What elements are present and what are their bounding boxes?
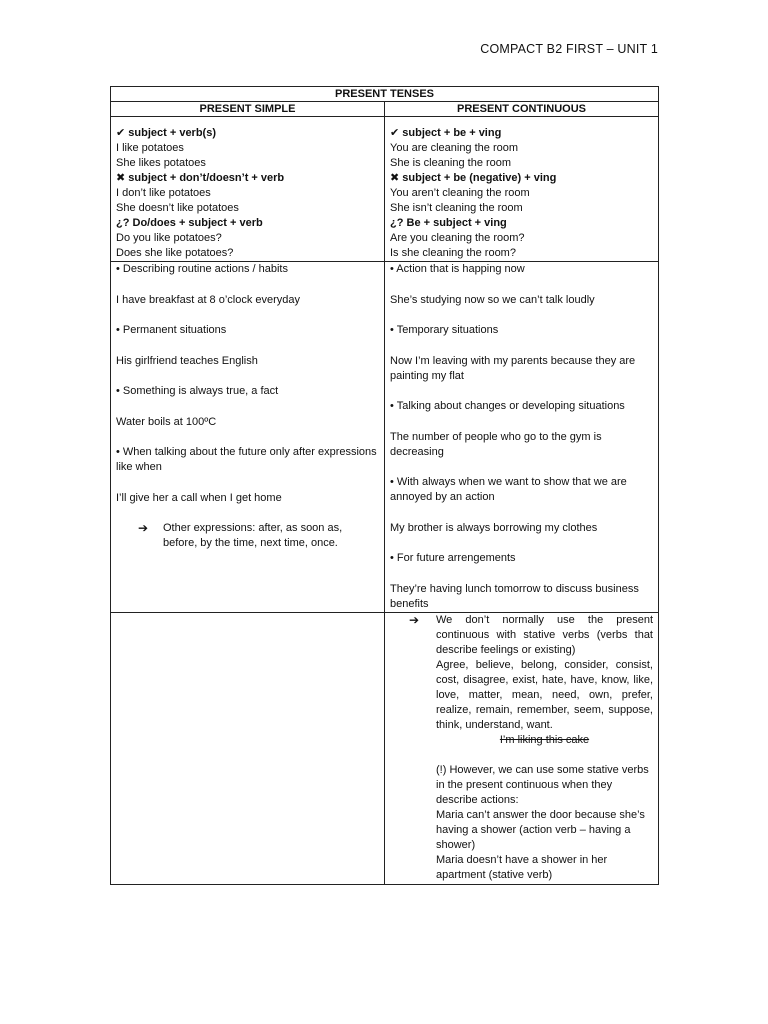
simple-affirmative-rule: ✔ subject + verb(s): [116, 127, 216, 139]
continuous-example: You aren’t cleaning the room: [390, 187, 530, 199]
simple-use-example: Water boils at 100ºC: [116, 416, 217, 428]
stative-however: (!) However, we can use some stative verbs in the present continuous when they describe actions:: [436, 764, 649, 806]
simple-example: She likes potatoes: [116, 157, 206, 169]
table-title: PRESENT TENSES: [111, 87, 659, 102]
stative-wrong-example: I’m liking this cake: [499, 734, 590, 746]
stative-note-text: We don’t normally use the present continuous with stative verbs (verbs that describe feelings or existing): [436, 614, 653, 656]
continuous-use-bullet: • Temporary situations: [390, 324, 499, 336]
arrow-icon: ➔: [138, 521, 149, 535]
continuous-example: You are cleaning the room: [390, 142, 519, 154]
uses-row: [111, 262, 659, 613]
continuous-example: Is she cleaning the room?: [390, 247, 516, 259]
stative-cell: [385, 613, 659, 885]
simple-use-example: I’ll give her a call when I get home: [116, 492, 282, 504]
continuous-use-bullet: • Action that is happing now: [390, 263, 525, 275]
simple-uses-cell: [111, 262, 385, 613]
continuous-use-example: Now I’m leaving with my parents because they are painting my flat: [390, 355, 636, 382]
stative-row: [111, 613, 659, 885]
arrow-icon: ➔: [409, 613, 420, 627]
simple-use-bullet: • Describing routine actions / habits: [116, 263, 288, 275]
continuous-negative-rule: ✖ subject + be (negative) + ving: [390, 172, 557, 184]
continuous-forms-cell: [385, 117, 659, 262]
document-header: COMPACT B2 FIRST – UNIT 1: [480, 42, 658, 56]
continuous-use-example: My brother is always borrowing my clothes: [390, 522, 598, 534]
simple-use-bullet: • When talking about the future only after expressions like when: [116, 446, 377, 473]
present-continuous-header: PRESENT CONTINUOUS: [385, 102, 659, 117]
continuous-use-example: She’s studying now so we can’t talk loudly: [390, 294, 595, 306]
stative-verb-list: Agree, believe, belong, consider, consist, cost, disagree, exist, hate, have, know, like, love, matter, mean, need, own, prefer, realize, remain, remember, seem, suppose, think, understand, want.: [436, 659, 653, 731]
continuous-example: Are you cleaning the room?: [390, 232, 525, 244]
continuous-question-rule: ¿? Be + subject + ving: [390, 217, 507, 229]
continuous-example: She is cleaning the room: [390, 157, 512, 169]
simple-use-example: I have breakfast at 8 o’clock everyday: [116, 294, 301, 306]
empty-cell: [111, 613, 385, 885]
continuous-use-bullet: • For future arrengements: [390, 552, 516, 564]
simple-question-rule: ¿? Do/does + subject + verb: [116, 217, 263, 229]
continuous-uses-cell: [385, 262, 659, 613]
simple-use-example: His girlfriend teaches English: [116, 355, 258, 367]
simple-example: Do you like potatoes?: [116, 232, 222, 244]
forms-row: [111, 117, 659, 262]
simple-example: She doesn’t like potatoes: [116, 202, 239, 214]
continuous-use-bullet: • With always when we want to show that we are annoyed by an action: [390, 476, 627, 503]
simple-forms-cell: [111, 117, 385, 262]
present-simple-header: PRESENT SIMPLE: [111, 102, 385, 117]
column-header-row: [111, 102, 659, 117]
simple-negative-rule: ✖ subject + don’t/doesn’t + verb: [116, 172, 285, 184]
continuous-use-example: The number of people who go to the gym is decreasing: [390, 431, 602, 458]
simple-use-bullet: • Something is always true, a fact: [116, 385, 279, 397]
stative-example: Maria can’t answer the door because she’s having a shower (action verb – having a shower): [436, 809, 645, 851]
continuous-affirmative-rule: ✔ subject + be + ving: [390, 127, 502, 139]
table-title-row: [111, 87, 659, 102]
other-expressions-text: Other expressions: after, as soon as, before, by the time, next time, once.: [163, 522, 343, 549]
simple-example: Does she like potatoes?: [116, 247, 234, 259]
present-tenses-table: [110, 86, 659, 885]
stative-example: Maria doesn’t have a shower in her apartment (stative verb): [436, 854, 608, 881]
simple-example: I don’t like potatoes: [116, 187, 211, 199]
other-expressions-note: [138, 521, 379, 551]
continuous-use-example: They’re having lunch tomorrow to discuss business benefits: [390, 583, 639, 610]
simple-use-bullet: • Permanent situations: [116, 324, 227, 336]
simple-example: I like potatoes: [116, 142, 184, 154]
continuous-example: She isn’t cleaning the room: [390, 202, 523, 214]
continuous-use-bullet: • Talking about changes or developing situations: [390, 400, 625, 412]
stative-note: [409, 613, 653, 883]
